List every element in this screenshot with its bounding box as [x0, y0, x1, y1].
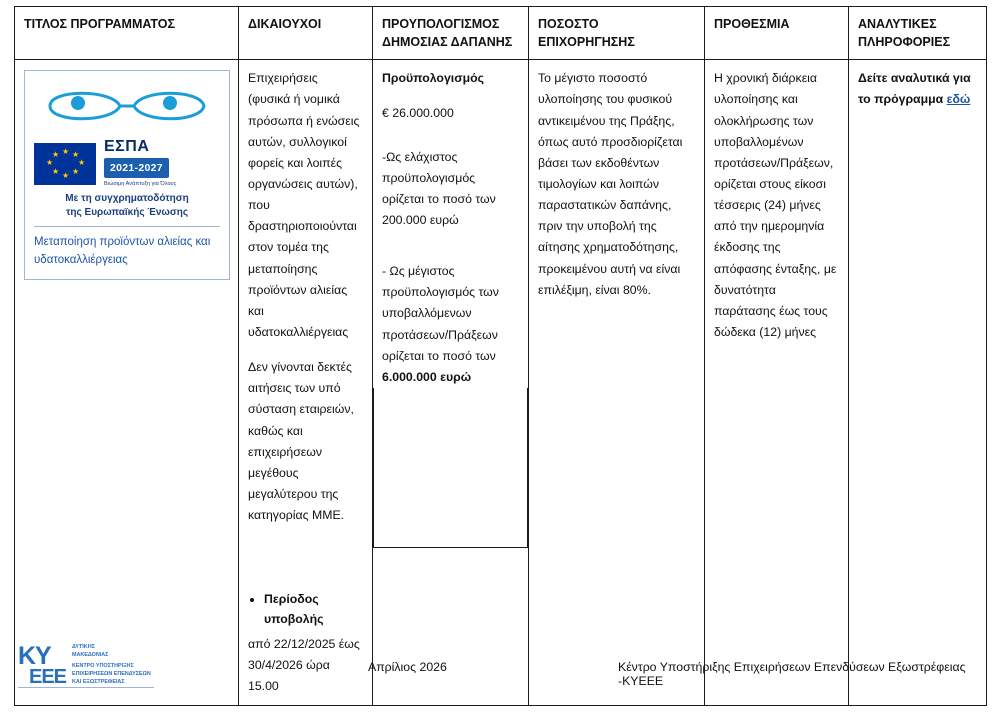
cell-program-title [15, 60, 239, 706]
espa-wordmark: ΕΣΠΑ [104, 138, 150, 156]
kyeee-text-line-2: ΜΑΚΕΔΟΝΙΑΣ [72, 652, 109, 659]
cofinancing-text [34, 192, 220, 219]
kyeee-text-line-5: ΚΑΙ ΕΞΩΣΤΡΕΦΕΙΑΣ [72, 678, 125, 685]
details-line-2 [858, 89, 977, 110]
cell-beneficiaries [239, 60, 373, 706]
cofinancing-line-1: Με τη συγχρηματοδότηση [65, 193, 189, 205]
budget-maximum: - Ως μέγιστος προϋπολογισμός των υποβαλλόμενων προτάσεων/Πράξεων ορίζεται το ποσό των [382, 264, 499, 363]
cell-budget [373, 60, 529, 706]
eu-flag-icon: ★ ★ ★ ★ ★ ★ ★ ★ [34, 143, 96, 185]
header-beneficiaries: ΔΙΚΑΙΟΥΧΟΙ [239, 7, 373, 60]
espa-tagline: Βιώσιμη Ανάπτυξη για Όλους [104, 181, 177, 188]
footer-organization: Κέντρο Υποστήριξης Επιχειρήσεων Επενδύσεων Εξωστρέφειας -ΚΥΕΕΕ [618, 660, 966, 688]
page-footer [0, 640, 1000, 714]
kyeee-logo [18, 644, 154, 688]
submission-period-value: από 22/12/2025 έως 30/4/2026 ώρα 15.00 [248, 636, 360, 693]
submission-period-label: • Περίοδος υποβολής [264, 590, 363, 629]
header-budget: ΠΡΟΥΠΟΛΟΓΙΣΜΟΣ ΔΗΜΟΣΙΑΣ ΔΑΠΑΝΗΣ [373, 7, 529, 60]
table-header-row [15, 7, 987, 60]
program-info-table [14, 6, 987, 706]
budget-minimum: -Ως ελάχιστος προϋπολογισμός ορίζεται το ποσό των 200.000 ευρώ [382, 149, 496, 227]
cell-deadline [705, 60, 849, 706]
fish-logo-icon [42, 81, 212, 131]
cell-details [849, 60, 987, 706]
budget-maximum-amount: 6.000.000 ευρώ [382, 369, 472, 384]
header-deadline: ΠΡΟΘΕΣΜΙΑ [705, 7, 849, 60]
kyeee-text-line-4: ΕΠΙΧΕΙΡΗΣΕΩΝ ΕΠΕΝΔΥΣΕΩΝ [72, 670, 151, 677]
table-row [15, 60, 987, 706]
submission-period-list [248, 590, 363, 629]
details-line-2-text: το πρόγραμμα [858, 92, 947, 107]
budget-label: Προϋπολογισμός [382, 71, 485, 86]
espa-years-badge: 2021-2027 [104, 158, 169, 178]
budget-amount: € 26.000.000 [382, 106, 454, 121]
program-logo-box [24, 70, 230, 280]
header-program-title: ΤΙΤΛΟΣ ΠΡΟΓΡΑΜΜΑΤΟΣ [15, 7, 239, 60]
deadline-text: Η χρονική διάρκεια υλοποίησης και ολοκλήρωσης των υποβαλλομένων προτάσεων/Πράξεων, ορίζεται στους είκοσι τέσσερις (24) μήνες από την ημερομηνία έκδοσης της απόφασης ένταξης, με δυνατότητα παράτασης έως τους δώδεκα (12) μήνες [714, 71, 837, 339]
details-link[interactable]: εδώ [946, 92, 971, 107]
logo-divider [34, 226, 220, 227]
kyeee-monogram-line-1: ΚΥ [18, 642, 51, 671]
beneficiaries-paragraph-1: Επιχειρήσεις (φυσικά ή νομικά πρόσωπα ή ενώσεις αυτών, συλλογικοί φορείς και λοιπές οργανώσεις αυτών), που δραστηριοποιούνται στον τομέα της μεταποίησης προϊόντων αλιείας και υδατοκαλλιέργειας [248, 71, 360, 339]
kyeee-logo-text [72, 644, 151, 686]
header-grant-rate: ΠΟΣΟΣΤΟ ΕΠΙΧΟΡΗΓΗΣΗΣ [529, 7, 705, 60]
kyeee-monogram-line-2: ΕΕΕ [29, 665, 67, 688]
espa-logo [34, 139, 220, 188]
cofinancing-line-2: της Ευρωπαϊκής Ένωσης [65, 206, 189, 218]
budget-nested-box [373, 388, 528, 548]
grant-rate-text: Το μέγιστο ποσοστό υλοποίησης του φυσικού αντικειμένου της Πράξης, όπως αυτό προσδιορίζεται βάσει των εκδοθέντων τιμολογίων και λοιπών παραστατικών δαπάνης, πριν την υποβολή της αίτησης χρηματοδότησης, προκειμένου αυτή να είναι επιλέξιμη, είναι 80%. [538, 71, 683, 297]
kyeee-monogram [18, 642, 67, 688]
details-line-1: Δείτε αναλυτικά για [858, 71, 971, 86]
program-title-text: Μεταποίηση προϊόντων αλιείας και υδατοκαλλιέργειας [34, 236, 211, 267]
header-details: ΑΝΑΛΥΤΙΚΕΣ ΠΛΗΡΟΦΟΡΙΕΣ [849, 7, 987, 60]
kyeee-text-line-3: ΚΕΝΤΡΟ ΥΠΟΣΤΗΡΙΞΗΣ [72, 663, 134, 670]
kyeee-text-line-1: ΔΥΤΙΚΗΣ [72, 644, 95, 651]
cell-grant-rate [529, 60, 705, 706]
footer-date: Απρίλιος 2026 [368, 660, 447, 674]
beneficiaries-paragraph-2: Δεν γίνονται δεκτές αιτήσεις των υπό σύσταση εταιρειών, καθώς και επιχειρήσεων μεγέθους μεγαλύτερου της κατηγορίας ΜΜΕ. [248, 360, 354, 523]
